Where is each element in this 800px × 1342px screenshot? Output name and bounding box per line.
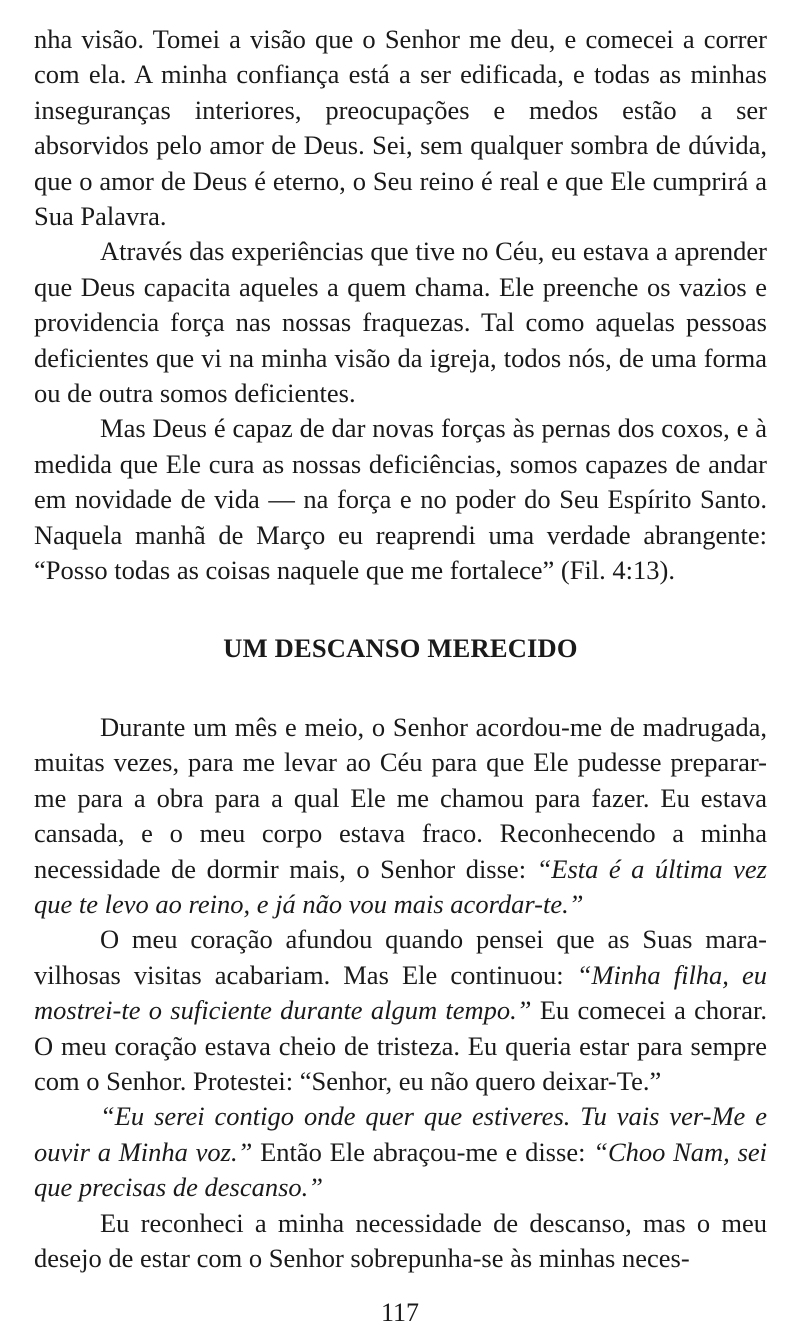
- paragraph-6-text: Então Ele abraçou-me e disse:: [252, 1136, 594, 1167]
- paragraph-6-quote-2: “Choo Nam, sei que precisas de descanso.”: [34, 1136, 768, 1203]
- paragraph-4-text: Durante um mês e meio, o Senhor acordou-me de madrugada, muitas vezes, para me levar ao Céu para que Ele pudesse preparar-me para a obra para a qual Ele me chamou para fazer. Eu estava cansada, e o meu corpo estava fraco. Reconhecendo a minha necessidade de dormir mais, o Senhor disse:: [34, 711, 767, 884]
- paragraph-2: Através das experiências que tive no Céu, eu estava a aprender que Deus capacita aqueles a quem chama. Ele preenche os vazios e providencia força nas nossas fraquezas. Tal como aquelas pessoas deficientes que vi na minha visão da igreja, todos nós, de uma forma ou de outra somos deficientes.: [34, 236, 767, 409]
- paragraph-5-text-2: Eu comecei a chorar. O meu coração estava cheio de tristeza. Eu queria estar para sempre com o Senhor. Protestei: “Senhor, eu não quero deixar-Te.”: [34, 995, 767, 1096]
- paragraph-6-quote-1: “Eu serei contigo onde quer que estiveres. Tu vais ver-Me e ouvir a Minha voz.”: [34, 1101, 767, 1167]
- paragraph-4-quote: “Esta é a última vez que te levo ao reino, e já não vou mais acordar-te.”: [34, 853, 767, 919]
- paragraph-7: Eu reconheci a minha necessidade de descanso, mas o meu desejo de estar com o Senhor sobrepunha-se às minhas neces-: [34, 1207, 767, 1273]
- paragraph-4: [34, 710, 767, 922]
- paragraph-1: nha visão. Tomei a visão que o Senhor me deu, e comecei a correr com ela. A minha confiança está a ser edificada, e todas as minhas inseguranças interiores, preocupações e medos estão a ser absorvidos pelo amor de Deus. Sei, sem qualquer sombra de dúvida, que o amor de Deus é eterno, o Seu reino é real e que Ele cumprirá a Sua Palavra.: [34, 24, 767, 232]
- paragraph-3: Mas Deus é capaz de dar novas forças às pernas dos coxos, e à medida que Ele cura as nossas deficiências, somos capazes de andar em novidade de vida — na força e no poder do Seu Espírito Santo. Naquela manhã de Março eu reaprendi uma verdade abrangente: “Posso todas as coisas naquele que me fortalece” (Fil. 4:13).: [34, 413, 767, 586]
- paragraph-6: [34, 1099, 767, 1205]
- page-number: 117: [380, 1298, 420, 1327]
- book-page: [34, 22, 767, 1276]
- section-heading: UM DESCANSO MERECIDO: [223, 632, 578, 663]
- paragraph-5-quote: “Minha filha, eu mostrei-te o suficiente durante algum tempo.”: [34, 959, 768, 1026]
- paragraph-5-text-1: O meu coração afundou quando pensei que as Suas maravilhosas visitas acabariam. Mas Ele continuou:: [34, 924, 767, 990]
- paragraph-5: [34, 922, 767, 1099]
